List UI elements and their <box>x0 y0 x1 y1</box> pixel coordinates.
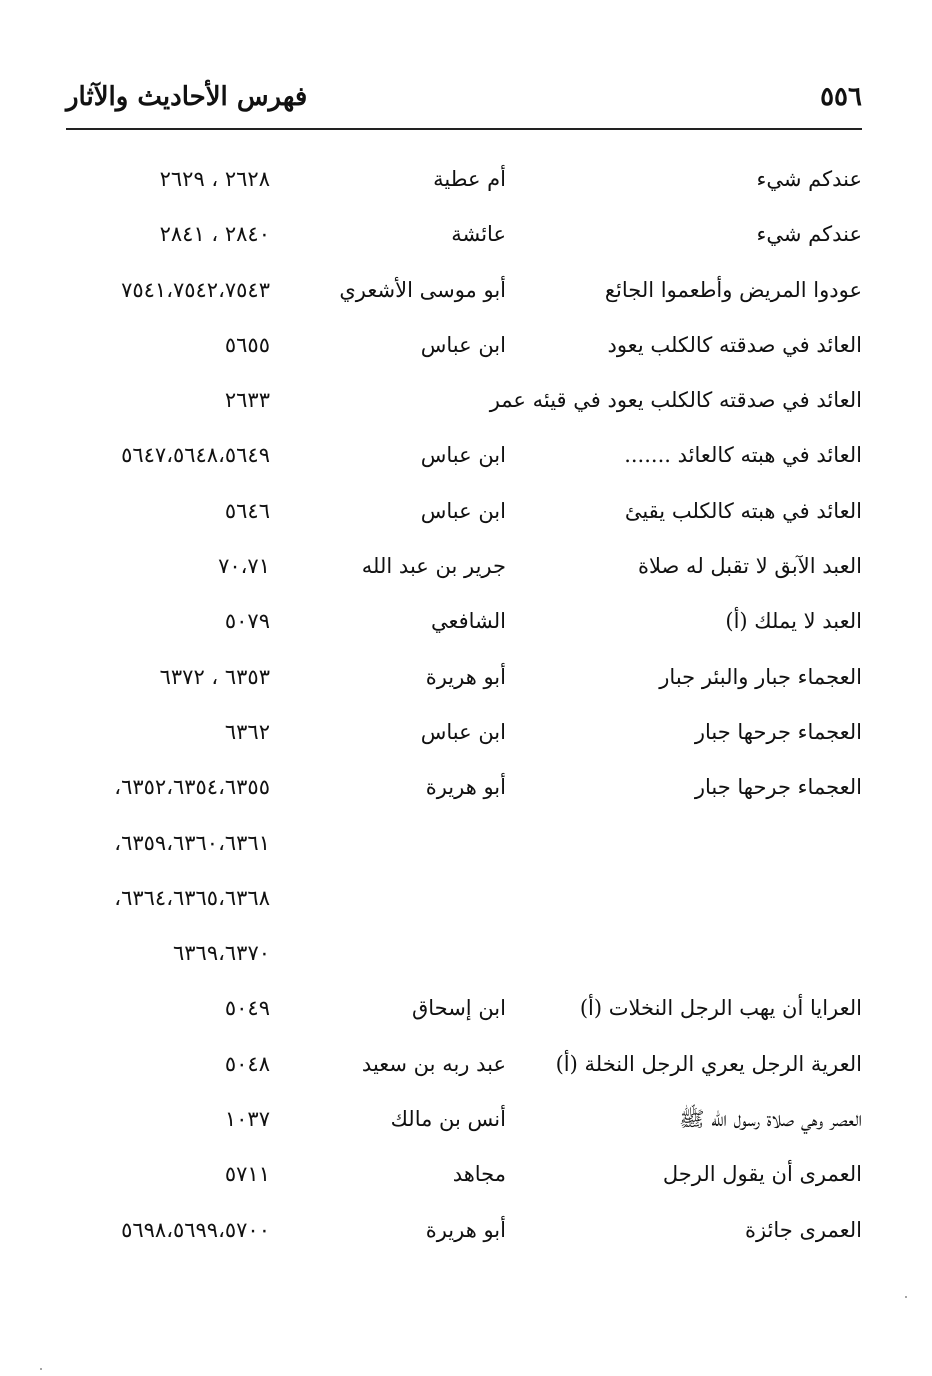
hadith-text: العمرى جائزة <box>744 1217 862 1242</box>
hadith-numbers: ٥٦٤٧،٥٦٤٨،٥٦٤٩ <box>121 443 270 468</box>
page-header <box>66 78 862 122</box>
hadith-text: العائد في هبته كالكلب يقيئ <box>624 498 862 523</box>
index-row <box>66 1092 862 1147</box>
index-row <box>66 981 862 1036</box>
index-row-continuation <box>66 871 862 926</box>
hadith-text: العجماء جرحها جبار <box>694 719 862 744</box>
narrator: ابن عباس <box>420 719 506 744</box>
index-row <box>66 1037 862 1092</box>
narrator: أم عطية <box>433 167 506 191</box>
index-row <box>66 1203 862 1258</box>
narrator: أبو هريرة <box>425 775 506 800</box>
hadith-text: العائد في صدقته كالكلب يعود في قيئه عمر <box>489 388 862 413</box>
index-row <box>66 152 862 207</box>
narrator: ابن عباس <box>420 332 506 357</box>
index-row <box>66 594 862 649</box>
narrator: أنس بن مالك <box>390 1107 506 1132</box>
hadith-numbers: ٥٠٧٩ <box>224 609 270 634</box>
hadith-text: العبد لا يملك (أ) <box>725 609 862 634</box>
narrator: عائشة <box>451 222 506 247</box>
narrator: ابن عباس <box>420 443 506 468</box>
index-row <box>66 484 862 539</box>
index-row-continuation <box>66 926 862 981</box>
index-row <box>66 263 862 318</box>
index-row <box>66 1147 862 1202</box>
hadith-numbers: ٦٣٥٣ ، ٦٣٧٢ <box>159 664 270 689</box>
hadith-numbers: ٧٠،٧١ <box>218 554 270 579</box>
index-row-continuation <box>66 816 862 871</box>
hadith-index-table <box>66 152 862 1258</box>
narrator: أبو هريرة <box>425 1217 506 1242</box>
hadith-numbers: ٧٥٤١،٧٥٤٢،٧٥٤٣ <box>121 277 270 302</box>
hadith-text: العصر وهي صلاة رسول الله ﷺ <box>679 1107 862 1132</box>
hadith-numbers: ٢٨٤٠ ، ٢٨٤١ <box>159 222 270 247</box>
hadith-numbers: ٥٦٩٨،٥٦٩٩،٥٧٠٠ <box>121 1217 270 1242</box>
scan-speck <box>40 1368 42 1370</box>
header-divider <box>66 128 862 130</box>
hadith-numbers: ٥٦٥٥ <box>224 332 270 357</box>
narrator: الشافعي <box>430 609 506 634</box>
index-row <box>66 318 862 373</box>
hadith-numbers: ٦٣٥٢،٦٣٥٤،٦٣٥٥، <box>114 775 270 800</box>
hadith-numbers: ٥٠٤٩ <box>224 996 270 1021</box>
index-row <box>66 705 862 760</box>
page-number: ٥٥٦ <box>820 82 862 112</box>
hadith-numbers: ٥٦٤٦ <box>224 498 270 523</box>
hadith-text: العائد في صدقته كالكلب يعود <box>607 332 862 357</box>
hadith-numbers: ٥٧١١ <box>224 1162 270 1187</box>
scan-speck <box>905 1296 907 1298</box>
index-row <box>66 650 862 705</box>
hadith-text: عودوا المريض وأطعموا الجائع <box>604 277 862 302</box>
hadith-text: عندكم شيء <box>756 222 862 247</box>
hadith-numbers: ١٠٣٧ <box>224 1107 270 1132</box>
narrator: أبو موسى الأشعري <box>339 277 506 302</box>
hadith-text: العائد في هبته كالعائد ....... <box>624 443 862 468</box>
hadith-numbers: ٦٣٦٢ <box>224 719 270 744</box>
hadith-numbers: ٢٦٢٨ ، ٢٦٢٩ <box>159 167 270 191</box>
hadith-text: عندكم شيء <box>756 167 862 191</box>
narrator: جرير بن عبد الله <box>361 554 506 579</box>
hadith-text: العجماء جبار والبئر جبار <box>659 664 862 689</box>
hadith-numbers: ٢٦٣٣ <box>224 388 270 413</box>
page-title: فهرس الأحاديث والآثار <box>66 82 308 112</box>
hadith-text: العجماء جرحها جبار <box>694 775 862 800</box>
hadith-text: العبد الآبق لا تقبل له صلاة <box>638 554 862 579</box>
hadith-numbers: ٦٣٥٩،٦٣٦٠،٦٣٦١، <box>114 830 270 855</box>
hadith-numbers: ٦٣٦٤،٦٣٦٥،٦٣٦٨، <box>114 885 270 910</box>
narrator: مجاهد <box>452 1162 506 1187</box>
index-row <box>66 539 862 594</box>
hadith-numbers: ٦٣٦٩،٦٣٧٠ <box>172 941 270 966</box>
hadith-text: العمرى أن يقول الرجل <box>662 1162 862 1187</box>
hadith-text: العرايا أن يهب الرجل النخلات (أ) <box>579 996 862 1021</box>
hadith-text: العرية الرجل يعري الرجل النخلة (أ) <box>555 1051 862 1076</box>
narrator: أبو هريرة <box>425 664 506 689</box>
narrator: عبد ربه بن سعيد <box>361 1051 506 1076</box>
index-row <box>66 373 862 428</box>
hadith-numbers: ٥٠٤٨ <box>224 1051 270 1076</box>
index-row <box>66 428 862 483</box>
index-row <box>66 207 862 262</box>
index-row <box>66 760 862 815</box>
narrator: ابن عباس <box>420 498 506 523</box>
narrator: ابن إسحاق <box>411 996 506 1021</box>
